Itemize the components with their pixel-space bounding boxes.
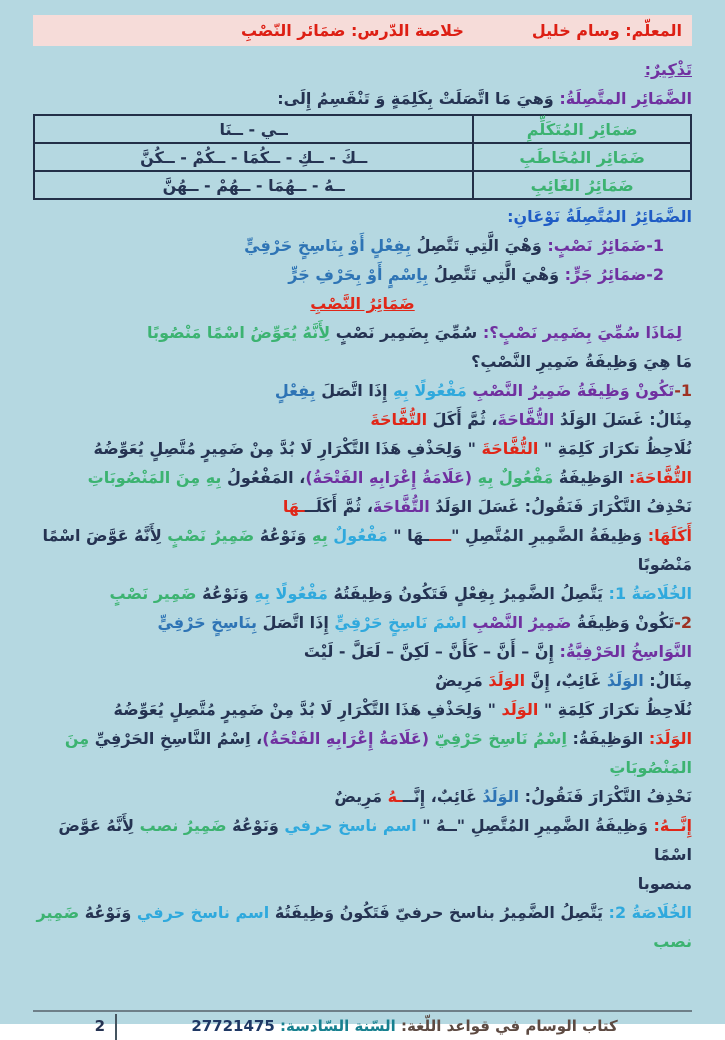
text-segment: وَهيَ مَا اتَّصَلَتْ بِكَلِمَةٍ وَ تَنْقَسِمُ إِلَى:: [277, 89, 554, 108]
text-segment: لِأَنَّهُ عَوَّضَ اسْمًا: [42, 526, 162, 545]
text-segment: إِنَّ – أَنَّ – كَأَنَّ – لَكِنَّ – لَعَلَّ - لَيْتَ: [303, 642, 554, 661]
text-segment: وَهْيَ الَّتِي تَتَّصِلُ: [411, 236, 542, 255]
text-segment: وَظِيفَةُ الضَّمِيرِ المُتَّصِلِ ": [451, 526, 643, 545]
table-cell-label: ضَمَائِرُ الغَائِبِ: [473, 171, 691, 199]
lesson-title: خلاصة الدّرس: ضمَائر النّصْبِ: [240, 21, 464, 40]
akalaha-analysis-cont: [33, 550, 692, 579]
text-segment: ضَمِيرُ النَّصْبِ: [466, 613, 572, 632]
text-segment: مَا هِيَ وَظِيفَةُ ضَمِيرِ النَّصْبِ؟: [471, 352, 692, 371]
text-segment: ضَمِير نَصْبٍ: [109, 584, 197, 603]
text-segment: لِمَاذَا سُمِّيَ بِضَمِير نَصْبٍ؟:: [477, 323, 682, 342]
text-segment: إِذَا اتَّصَلَ: [257, 613, 329, 632]
type-1-nasb: [33, 231, 692, 260]
text-segment: مَفْعُولٌ بِهِ: [472, 468, 554, 487]
text-segment: وَهْيَ الَّتِي تَتَّصِلُ: [428, 265, 560, 284]
text-segment: لِأَنَّهُ عَوَّضَ اسْمًا: [58, 816, 692, 864]
table-row: [34, 143, 691, 171]
text-segment: 2-: [674, 613, 692, 632]
text-segment: ضَمِيرُ نَصْبٍ: [161, 526, 255, 545]
pronoun-table: [33, 114, 692, 200]
text-segment: " وَلِحَذْفِ هَذَا التَّكْرَارِ لَا بُدَّ مِنْ ضَمِيرٍ مُتَّصِلٍ يُعَوِّضُهُ: [113, 700, 502, 719]
text-segment: ، المَفْعُولُ: [221, 468, 306, 487]
text-segment: التُّفَّاحَةَ: [481, 439, 539, 458]
text-segment: التُّفَّاحَةَ:: [623, 468, 692, 487]
innahu-analysis-cont: [33, 869, 692, 898]
text-segment: الوَلَدُ: [601, 671, 644, 690]
text-segment: لِأَنَّهُ يُعَوِّضُ اسْمًا مَنْصُوبًا: [147, 323, 331, 342]
content-main: [33, 202, 692, 956]
nawasikh-list: [33, 637, 692, 666]
table-row: [34, 115, 691, 143]
text-segment: مَنْصُوبًا: [637, 555, 692, 574]
text-segment: غَائِبٌ، إِنَّ: [525, 671, 602, 690]
two-types-heading: [33, 202, 692, 231]
text-segment: ضَمَائِرُ النَّصْبِ: [310, 294, 415, 313]
text-segment: 1-ضَمَائِرُ نَصْبٍ:: [541, 236, 664, 255]
text-segment: الضَّمَائِرُ المُتَّصِلَةُ نَوْعَانِ:: [507, 207, 692, 226]
summary-2: [33, 898, 692, 956]
table-row: [34, 171, 691, 199]
summary-1: [33, 579, 692, 608]
text-segment: وَظِيفَةُ الضَّمِيرِ المُتَّصِلِ "ــهُ ": [416, 816, 648, 835]
table-cell-value: ــي - ــنَا: [34, 115, 473, 143]
content: [33, 55, 692, 956]
text-segment: اسْمَ نَاسِخٍ حَرْفِيٍّ: [328, 613, 467, 632]
text-segment: الضَّمَائِر المتَّصِلَةُ:: [553, 89, 692, 108]
why-named: [33, 318, 692, 347]
text-segment: مَفْعُولًا بِهِ: [248, 584, 328, 603]
type-2-jarr: [33, 260, 692, 289]
text-segment: ضَمِير نصب: [36, 903, 692, 951]
text-segment: بِهِ: [306, 526, 328, 545]
delete-repeat-2: [33, 782, 692, 811]
text-segment: التُّفَّاحَةَ: [372, 497, 430, 516]
text-segment: يَتَّصِلُ الضَّمِيرُ بناسخ حرفيّ فَتَكُونُ وَظِيفَتُهُ: [269, 903, 603, 922]
text-segment: 2-ضمَائِرُ جَرٍّ:: [559, 265, 664, 284]
text-segment: الوَظِيفَةُ:: [566, 729, 644, 748]
notice-repeat-2: [33, 695, 692, 724]
text-segment: ، ثُمَّ أَكَلَ: [427, 410, 498, 429]
text-segment: ، ثُمَّ أَكَلَــ: [304, 497, 373, 516]
text-segment: التُّفَّاحَةَ: [497, 410, 555, 429]
table-cell-value: ــكَ - ــكِ - ــكُمَا - ــكُمْ - ــكُنَّ: [34, 143, 473, 171]
header-bar: [33, 15, 692, 46]
text-segment: الخُلَاصَةُ 2:: [602, 903, 692, 922]
text-segment: تَكُونْ وَظِيفَةُ: [571, 613, 675, 632]
text-segment: اسم ناسخ حرفي: [278, 816, 417, 835]
reminder-heading: [33, 55, 692, 84]
footer-grade: السّنة السّادسة:: [274, 1017, 396, 1035]
text-segment: الوَلَد: [501, 700, 539, 719]
akalaha-analysis: [33, 521, 692, 550]
function-question: [33, 347, 692, 376]
text-segment: مِنَ المَنْصُوبَاتِ: [64, 729, 692, 777]
text-segment: مَفْعُولٌ: [327, 526, 388, 545]
text-segment: ضَمِيرُ نصب: [134, 816, 227, 835]
text-segment: " وَلِحَذْفِ هَذَا التَّكْرَارِ لَا بُدَّ مِنْ ضَمِيرٍ مُتَّصِلٍ يُعَوِّضُهُ: [93, 439, 482, 458]
text-segment: بِهِ مِنَ المَنْصُوبَاتِ: [87, 468, 222, 487]
walad-analysis: [33, 724, 692, 782]
text-segment: (عَلَامَةُ إِعْرَابِهِ الفَتْحَةُ): [262, 729, 430, 748]
text-segment: مَرِيضٌ: [435, 671, 483, 690]
text-segment: اسم ناسخ حرفي: [131, 903, 270, 922]
nasb-title: [33, 289, 692, 318]
page-number: 2: [33, 1014, 117, 1040]
text-segment: ، اِسْمُ النَّاسِخِ الحَرْفِيِّ: [89, 729, 263, 748]
text-segment: غَائِبٌ، إِنَّــ: [402, 787, 477, 806]
connected-pronouns-intro: [33, 84, 692, 113]
footer-row: [33, 1010, 692, 1040]
text-segment: مَفْعُولًا بِهِ: [387, 381, 467, 400]
footer: [33, 1010, 692, 1040]
text-segment: إِنَّــهُ:: [647, 816, 692, 835]
text-segment: 1-: [674, 381, 692, 400]
footer-book-title: كتاب الوسام في قواعد اللّغة:: [395, 1017, 618, 1035]
table-cell-label: ضمَائِر المُتَكَلِّمِ: [473, 115, 691, 143]
text-segment: إِذَا اتَّصَلَ: [315, 381, 388, 400]
table-cell-value: ــهُ - ــهُمَا - ــهُمْ - ــهُنَّ: [34, 171, 473, 199]
text-segment: منصوبا: [637, 874, 692, 893]
example-2: [33, 666, 692, 695]
text-segment: نَحْذِفُ التَّكْرَارَ فَنَقُولُ: غَسَلَ الوَلَدُ: [429, 497, 692, 516]
text-segment: نُلَاحِظُ تكرَارَ كَلِمَةِ ": [538, 439, 692, 458]
teacher-name: المعلّم: وسام خليل: [531, 21, 682, 40]
text-segment: الوَلَدَ: [482, 671, 526, 690]
rule-1: [33, 376, 692, 405]
text-segment: بِفِعْلٍ: [274, 381, 316, 400]
text-segment: تَذْكِيرٌ:: [644, 60, 692, 79]
text-segment: بِنَاسِخٍ حَرْفِيٍّ: [157, 613, 257, 632]
text-segment: نَحْذِفُ التَّكْرَارَ فَنَقُولُ:: [519, 787, 692, 806]
text-segment: ــــ: [429, 526, 452, 545]
text-segment: مِثَالٌ: غَسَلَ الوَلَدُ: [554, 410, 692, 429]
text-segment: مِثَالٌ:: [643, 671, 692, 690]
text-segment: (عَلَامَةُ إِعْرَابِهِ الفَتْحَةُ): [305, 468, 473, 487]
rule-2: [33, 608, 692, 637]
text-segment: وَنَوْعُهُ: [254, 526, 307, 545]
footer-text: [117, 1014, 692, 1040]
text-segment: أَكَلَهَا:: [642, 526, 692, 545]
text-segment: وَنَوْعُهُ: [196, 584, 249, 603]
innahu-analysis: [33, 811, 692, 869]
content-top: [33, 55, 692, 113]
text-segment: الوَلَدَ:: [643, 729, 692, 748]
notice-repeat-1: [33, 434, 692, 463]
text-segment: الوَظِيفَةُ: [553, 468, 624, 487]
text-segment: مَرِيضٌ: [334, 787, 383, 806]
text-segment: وَنَوْعُهُ: [79, 903, 132, 922]
text-segment: تَكُونْ وَظِيفَةُ ضَمِيرُ النَّصْبِ: [466, 381, 675, 400]
footer-phone-number: 27721475: [191, 1017, 275, 1035]
text-segment: الوَلَدُ: [476, 787, 520, 806]
text-segment: الخُلَاصَةُ 1:: [602, 584, 692, 603]
text-segment: يَتَّصِلُ الضَّمِيرُ بِفِعْلٍ فَتَكُونُ وَظِيفَتُهُ: [327, 584, 603, 603]
text-segment: ـهُ: [382, 787, 403, 806]
text-segment: سُمِّيَ بِضَمِير نَصْبٍ: [330, 323, 478, 342]
text-segment: نُلَاحِظُ تكرَارَ كَلِمَةِ ": [538, 700, 692, 719]
table-cell-label: ضَمَائِر المُخَاطَبِ: [473, 143, 691, 171]
text-segment: ـهَا ": [387, 526, 430, 545]
delete-repeat-1: [33, 492, 692, 521]
tuffaha-analysis: [33, 463, 692, 492]
text-segment: ـهَا: [282, 497, 305, 516]
text-segment: وَنَوْعُهُ: [226, 816, 279, 835]
text-segment: بِفِعْلٍ أَوْ بِنَاسِخٍ حَرْفِيٍّ: [244, 236, 412, 255]
text-segment: بِاِسْمٍ أَوْ بِحَرْفِ جَرٍّ: [288, 265, 429, 284]
text-segment: النَّوَاسِخُ الحَرْفِيَّةُ:: [553, 642, 692, 661]
example-1: [33, 405, 692, 434]
text-segment: التُّفَّاحَةَ: [370, 410, 428, 429]
text-segment: اِسْمُ نَاسِخ حَرْفِيّ: [429, 729, 567, 748]
